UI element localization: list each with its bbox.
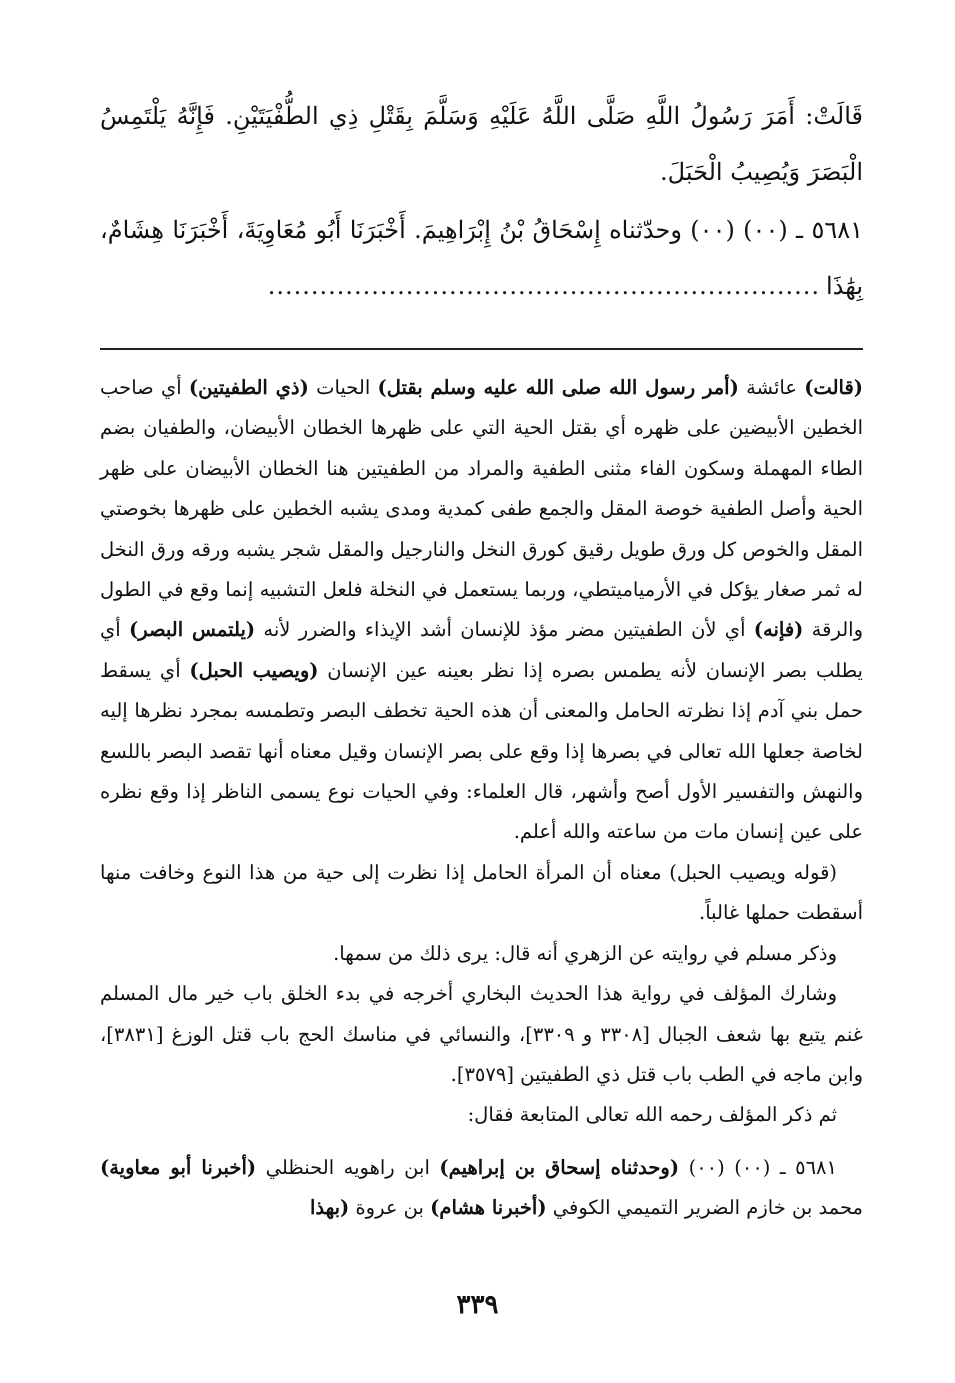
commentary-text: بن عروة (349, 1196, 431, 1220)
commentary-paragraph-3: وذكر مسلم في روايته عن الزهري أنه قال: يرى ذلك من سمها. (333, 941, 837, 965)
bold-citation: (أمر رسول الله صلى الله عليه وسلم بقتل) (377, 376, 739, 399)
commentary-text: أي يطلب بصر الإنسان لأنه يطمس بصره إذا نظر بعينه عين الإنسان (100, 618, 863, 682)
commentary-text: ابن راهويه الحنظلي (256, 1155, 440, 1179)
hadith-text (100, 88, 863, 314)
commentary-text: أي صاحب الخطين الأبيضين على ظهره أي بقتل الحية التي على ظهرها الخطان الأبيضان، والطفيان بضم الطاء المهملة وسكون الفاء مثنى الطفية والمراد من الطفيتين هنا الخطان الأبيضان على ظهر الحية وأصل الطفية خوصة المقل والجمع طفى كمدية ومدى يشبه الخطين على ظهرها بخوصتي المقل والخوص كل ورق طويل رقيق كورق النخل والنارجيل والمقل شجر يشبه ورقه ورق النخل له ثمر صغار يؤكل في الأرمياميتطي، وربما يستعمل في النخلة فلعل التشبيه إنما وقع في الطول والرقة (100, 376, 863, 642)
footnote-separator (100, 348, 863, 350)
commentary-text: الحيات (308, 376, 378, 399)
commentary-text: محمد بن خازم الضرير التميمي الكوفي (546, 1196, 863, 1220)
bold-citation: (قالت) (804, 376, 864, 399)
commentary-paragraph-6 (100, 1148, 863, 1229)
bold-citation: (أخبرنا أبو معاوية) (100, 1155, 257, 1179)
commentary-text: أي لأن الطفيتين مضر مؤذ للإنسان أشد الإيذاء والضرر لأنه (255, 618, 754, 642)
bold-citation: (يلتمس البصر) (128, 618, 256, 642)
commentary-paragraph-5: ثم ذكر المؤلف رحمه الله تعالى المتابعة فقال: (467, 1103, 837, 1127)
hadith-matn: قَالَتْ: أَمَرَ رَسُولُ اللَّهِ صَلَّى اللَّهُ عَلَيْهِ وَسَلَّمَ بِقَتْلِ ذِي الطُّفْيَتَيْنِ. فَإِنَّهُ يَلْتَمِسُ الْبَصَرَ وَيُصِيبُ الْحَبَلَ. (100, 102, 863, 186)
commentary-paragraph-4: وشارك المؤلف في رواية هذا الحديث البخاري أخرجه في بدء الخلق باب خير مال المسلم غنم يتبع بها شعف الجبال [٣٣٠٨ و ٣٣٠٩]، والنسائي في مناسك الحج باب قتل الوزغ [٣٨٣١]، وابن ماجه في الطب باب قتل ذي الطفيتين [٣٥٧٩]. (100, 982, 863, 1086)
hadith-isnad-text: ٥٦٨١ ـ (٠٠) (٠٠) وحدّثناه إِسْحَاقُ بْنُ إِبْرَاهِيمَ. أَخْبَرَنَا أَبُو مُعَاوِيَةَ، أَخْبَرَنَا هِشَامٌ، بِهَٰذَا (100, 216, 864, 300)
hadith-isnad (100, 202, 863, 314)
commentary-paragraph-2: (قوله ويصيب الحبل) معناه أن المرأة الحامل إذا نظرت إلى حية من هذا النوع وخافت منها أسقطت حملها غالباً. (100, 860, 863, 925)
commentary-text: أي يسقط حمل بني آدم إذا نظرته الحامل والمعنى أن هذه الحية تخطف البصر وتطمسه بمجرد نظرها إليه لخاصة جعلها الله تعالى في بصرها إذا وقع على بصر الإنسان وقيل معناه أنها تقصد البصر باللسع والنهش والتفسير الأول أصح وأشهر، قال العلماء: وفي الحيات نوع يسمى الناظر إذا وقع نظره على عين إنسان مات من ساعته والله أعلم. (100, 658, 863, 844)
commentary (100, 368, 863, 1229)
bold-citation: (وحدثناه إسحاق بن إبراهيم) (439, 1155, 680, 1179)
hadith-ellipsis: ................................................................ (267, 272, 820, 300)
bold-citation: (أخبرنا هشام) (430, 1196, 547, 1220)
commentary-text: عائشة (738, 376, 805, 399)
bold-citation: (ذي الطفيتين) (188, 376, 309, 399)
bold-citation: (بهذا (309, 1196, 350, 1220)
commentary-text: ٥٦٨١ ـ (٠٠) (٠٠) (679, 1155, 837, 1179)
page-number: ٣٣٩ (456, 1290, 499, 1320)
bold-citation: (فإنه) (753, 618, 804, 642)
bold-citation: (ويصيب الحبل) (189, 658, 319, 682)
commentary-paragraph-1 (100, 368, 863, 853)
